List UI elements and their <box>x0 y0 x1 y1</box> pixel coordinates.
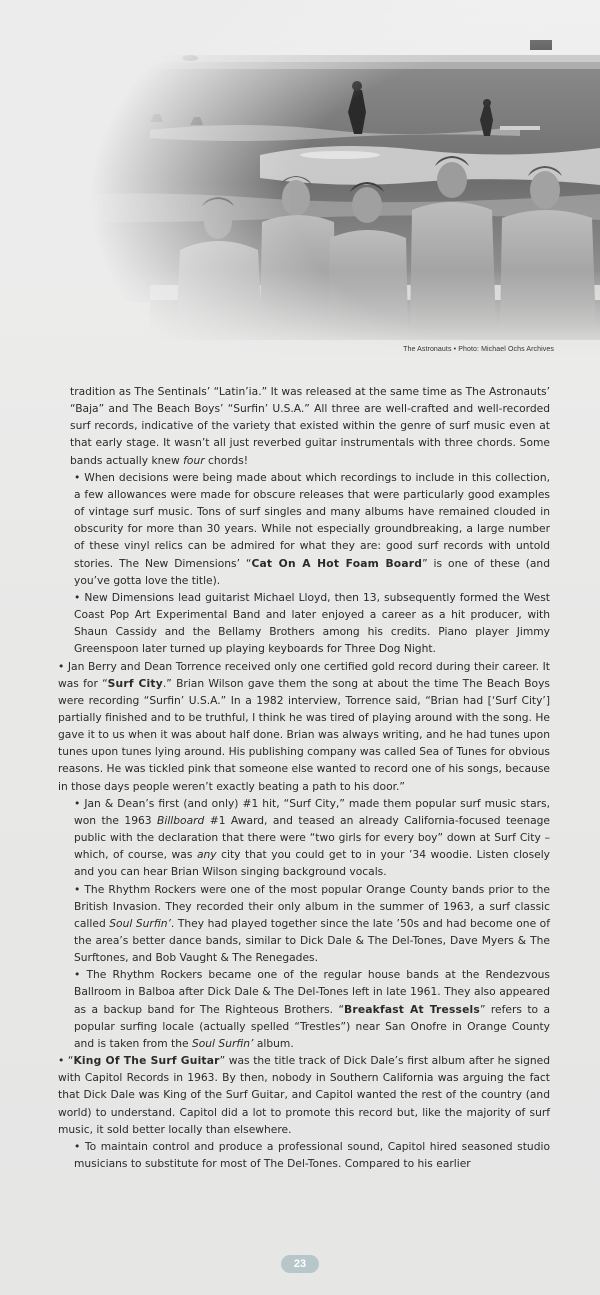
paragraph-8 <box>58 1052 550 1138</box>
song-title: Cat On A Hot Foam Board <box>251 556 423 570</box>
paragraph-1 <box>58 383 550 469</box>
emphasis-text: Billboard <box>157 813 205 827</box>
text-run: • The Rhythm Rockers became one of the regular house bands at the Rendezvous Ballroom in Balboa after Dick Dale & The Del-Tones left in late 1961. They also appeared as a backup band for The Righteous Brothers. “ <box>74 968 550 1016</box>
text-run: city that you could get to in your ’34 woodie. Listen closely and you can hear Brian Wilson singing background vocals. <box>74 848 551 879</box>
text-run: • “ <box>58 1054 74 1068</box>
song-title: Breakfast At Tressels <box>344 1002 480 1016</box>
text-run: . They had played together since the late ’50s and had become one of the area’s better dance bands, similar to Dick Dale & The Del-Tones, Dave Myers & The Surftones, and Bob Vaught & The Renegades. <box>74 916 550 965</box>
text-run: • New Dimensions lead guitarist Michael Lloyd, then 13, subsequently formed the West Coast Pop Art Experimental Band and later enjoyed a career as a hit producer, with Shaun Cassidy and the Bellamy Brothers among his credits. Piano player Jimmy Greenspoon later turned up playing keyboards for Three Dog Night. <box>74 590 550 656</box>
emphasis-text: four <box>183 453 205 467</box>
page-number: 23 <box>281 1255 319 1273</box>
text-run: ” is one of these (and you’ve gotta love the title). <box>74 556 550 587</box>
paragraph-6 <box>58 881 550 967</box>
five-surfers-photo <box>0 0 600 360</box>
paragraph-7 <box>58 966 550 1052</box>
text-run: ” refers to a popular surfing locale (actually spelled “Trestles”) near San Onofre in Orange County and is taken from the <box>74 1002 551 1050</box>
text-run: • When decisions were being made about which recordings to include in this collection, a few allowances were made for obscure releases that were particularly good examples of vintage surf music. Tons of surf singles and many albums have remained clouded in obscurity for more than 30 years. While not especially groundbreaking, a large number of these vinyl relics can be admired for what they are: good surf records with untold stories. The New Dimensions’ “ <box>74 470 550 570</box>
text-run: • Jan Berry and Dean Torrence received only one certified gold record during their career. It was for “ <box>58 659 550 690</box>
text-run: .” Brian Wilson gave them the song at about the time The Beach Boys were recording “Surfin’ U.S.A.” In a 1982 interview, Torrence said, “Brian had [‘Surf City’] partially finished and to be truthful, I think he was tired of playing around with the song. He gave it to us when it was about half done. Brian was always writing, and he had tunes upon tunes upon tunes lying around. His publishing company was called Sea of Tunes for obvious reasons. He was tickled pink that someone else wanted to record one of his songs, because in those days people weren’t exactly beating a path to his door.” <box>58 676 550 793</box>
text-run: album. <box>253 1036 294 1050</box>
paragraph-3 <box>58 589 550 658</box>
text-run: chords! <box>204 453 249 467</box>
emphasis-text: Soul Surfin’ <box>191 1036 254 1050</box>
text-run: ” was the title track of Dick Dale’s first album after he signed with Capitol Records in 1963. By then, nobody in Southern California was arguing the fact that Dick Dale was King of the Surf Guitar, and Capitol wanted the rest of the country (and world) to understand. Capitol did a lot to promote this record but, like the majority of surf music, it sold better locally than elsewhere. <box>58 1054 550 1136</box>
emphasis-text: Soul Surfin’ <box>109 916 171 930</box>
song-title: Surf City <box>107 676 163 690</box>
text-run: #1 Award, and teased an already California-focused teenage public with the declaration that there were “two girls for every boy” down at Surf City – which, of course, was <box>74 813 550 862</box>
text-run: • To maintain control and produce a professional sound, Capitol hired seasoned studio musicians to substitute for most of The Del-Tones. Compared to his earlier <box>74 1139 550 1171</box>
paragraph-4 <box>58 658 550 795</box>
song-title: King Of The Surf Guitar <box>73 1054 220 1068</box>
photo-caption: The Astronauts • Photo: Michael Ochs Archives <box>403 346 554 353</box>
emphasis-text: any <box>196 848 217 862</box>
paragraph-9 <box>58 1138 550 1172</box>
paragraph-5 <box>58 795 550 881</box>
text-run: • The Rhythm Rockers were one of the most popular Orange County bands prior to the British Invasion. They recorded their only album in the summer of 1963, a surf classic called <box>74 882 550 930</box>
paragraph-2 <box>58 469 550 589</box>
text-run: tradition as The Sentinals’ “Latin’ia.” It was released at the same time as The Astronauts’ “Baja” and The Beach Boys’ “Surfin’ U.S.A.” All three are well-crafted and well-recorded surf records, indicative of the variety that existed within the genre of surf music even at that early stage. It wasn’t all just reverbed guitar instrumentals with three chords. Some bands actually knew <box>70 385 550 467</box>
text-run: • Jan & Dean’s first (and only) #1 hit, “Surf City,” made them popular surf music stars, won the 1963 <box>74 796 550 827</box>
article-body <box>58 383 550 1172</box>
